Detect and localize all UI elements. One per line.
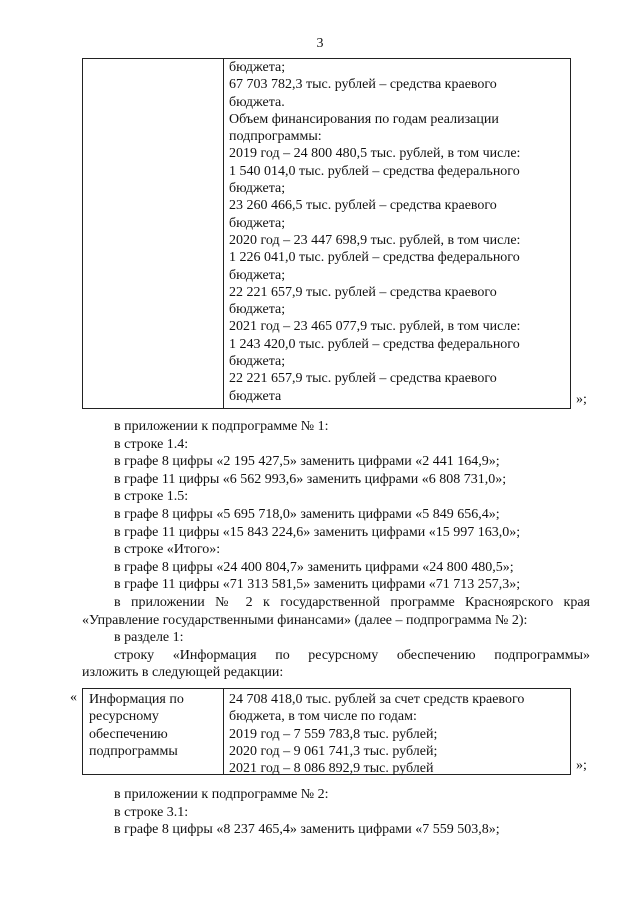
table-line: Объем финансирования по годам реализации xyxy=(229,111,499,127)
paragraph-line: в графе 11 цифры «71 313 581,5» заменить цифрами «71 713 257,3»; xyxy=(114,577,521,593)
table-line: бюджета; xyxy=(229,60,286,75)
resource-info-table xyxy=(82,688,571,775)
amendments-block-2 xyxy=(82,786,590,839)
paragraph-line: строку «Информация по ресурсному обеспечению подпрограммы» xyxy=(114,647,590,663)
paragraph-line: в приложении к подпрограмме № 1: xyxy=(114,419,329,434)
paragraph-line: «Управление государственными финансами» (далее – подпрограмма № 2): xyxy=(82,612,528,628)
table-line: 24 708 418,0 тыс. рублей за счет средств краевого xyxy=(229,692,525,707)
table-line: бюджета; xyxy=(229,181,286,197)
table-line: 1 243 420,0 тыс. рублей – средства федерального xyxy=(229,336,520,352)
financing-table xyxy=(82,58,571,409)
paragraph-line: в строке 1.4: xyxy=(114,436,189,452)
table-line: бюджета; xyxy=(229,267,286,283)
table-line: бюджета; xyxy=(229,215,286,231)
paragraph-line: в строке 1.5: xyxy=(114,489,189,505)
table-column-divider xyxy=(223,59,224,408)
table-line: подпрограммы: xyxy=(229,129,322,145)
paragraph-line: в графе 8 цифры «24 400 804,7» заменить цифрами «24 800 480,5»; xyxy=(114,559,514,575)
table-line: Информация по xyxy=(89,692,184,707)
paragraph-line: в разделе 1: xyxy=(114,630,184,646)
table-line: 2020 год – 23 447 698,9 тыс. рублей, в том числе: xyxy=(229,232,521,248)
table-line: бюджета xyxy=(229,388,282,404)
table-line: 22 221 657,9 тыс. рублей – средства краевого xyxy=(229,371,497,387)
paragraph-line: в графе 8 цифры «8 237 465,4» заменить цифрами «7 559 503,8»; xyxy=(114,822,500,838)
resource-info-value-cell xyxy=(229,691,564,777)
paragraph-line: в строке «Итого»: xyxy=(114,542,221,558)
table-line: бюджета. xyxy=(229,94,285,110)
paragraph-line: в приложении № 2 к государственной программе Красноярского края xyxy=(114,594,590,610)
table-line: 2021 год – 8 086 892,9 тыс. рублей xyxy=(229,761,434,777)
table-column-divider xyxy=(223,689,224,774)
table-line: бюджета; xyxy=(229,302,286,318)
paragraph-line: изложить в следующей редакции: xyxy=(82,665,284,681)
table-line: 2019 год – 7 559 783,8 тыс. рублей; xyxy=(229,726,438,742)
table-line: 67 703 782,3 тыс. рублей – средства краевого xyxy=(229,77,497,93)
financing-table-right-cell xyxy=(229,59,564,405)
paragraph-line: в графе 8 цифры «5 695 718,0» заменить цифрами «5 849 656,4»; xyxy=(114,506,500,522)
closing-quote: »; xyxy=(576,392,587,407)
paragraph-line: в графе 11 цифры «15 843 224,6» заменить цифрами «15 997 163,0»; xyxy=(114,524,521,540)
closing-quote: »; xyxy=(576,758,587,773)
paragraph-line: в графе 11 цифры «6 562 993,6» заменить цифрами «6 808 731,0»; xyxy=(114,471,507,487)
table-line: 1 226 041,0 тыс. рублей – средства федерального xyxy=(229,250,520,266)
table-line: ресурсному xyxy=(89,709,159,725)
table-line: 2021 год – 23 465 077,9 тыс. рублей, в том числе: xyxy=(229,319,521,335)
table-line: 2020 год – 9 061 741,3 тыс. рублей; xyxy=(229,743,438,759)
table-line: 2019 год – 24 800 480,5 тыс. рублей, в том числе: xyxy=(229,146,521,162)
paragraph-line: в приложении к подпрограмме № 2: xyxy=(114,787,329,802)
table-line: подпрограммы xyxy=(89,743,178,759)
paragraph-line: в строке 3.1: xyxy=(114,804,189,820)
paragraph-line: в графе 8 цифры «2 195 427,5» заменить цифрами «2 441 164,9»; xyxy=(114,454,500,470)
opening-quote: « xyxy=(70,690,77,705)
page-number: 3 xyxy=(316,36,324,51)
table-line: бюджета, в том числе по годам: xyxy=(229,709,417,725)
table-line: 23 260 466,5 тыс. рублей – средства краевого xyxy=(229,198,497,214)
table-line: обеспечению xyxy=(89,726,168,742)
amendments-block-1 xyxy=(82,418,590,682)
table-line: бюджета; xyxy=(229,354,286,370)
resource-info-label-cell xyxy=(89,691,217,760)
table-line: 1 540 014,0 тыс. рублей – средства федерального xyxy=(229,163,520,179)
table-line: 22 221 657,9 тыс. рублей – средства краевого xyxy=(229,284,497,300)
